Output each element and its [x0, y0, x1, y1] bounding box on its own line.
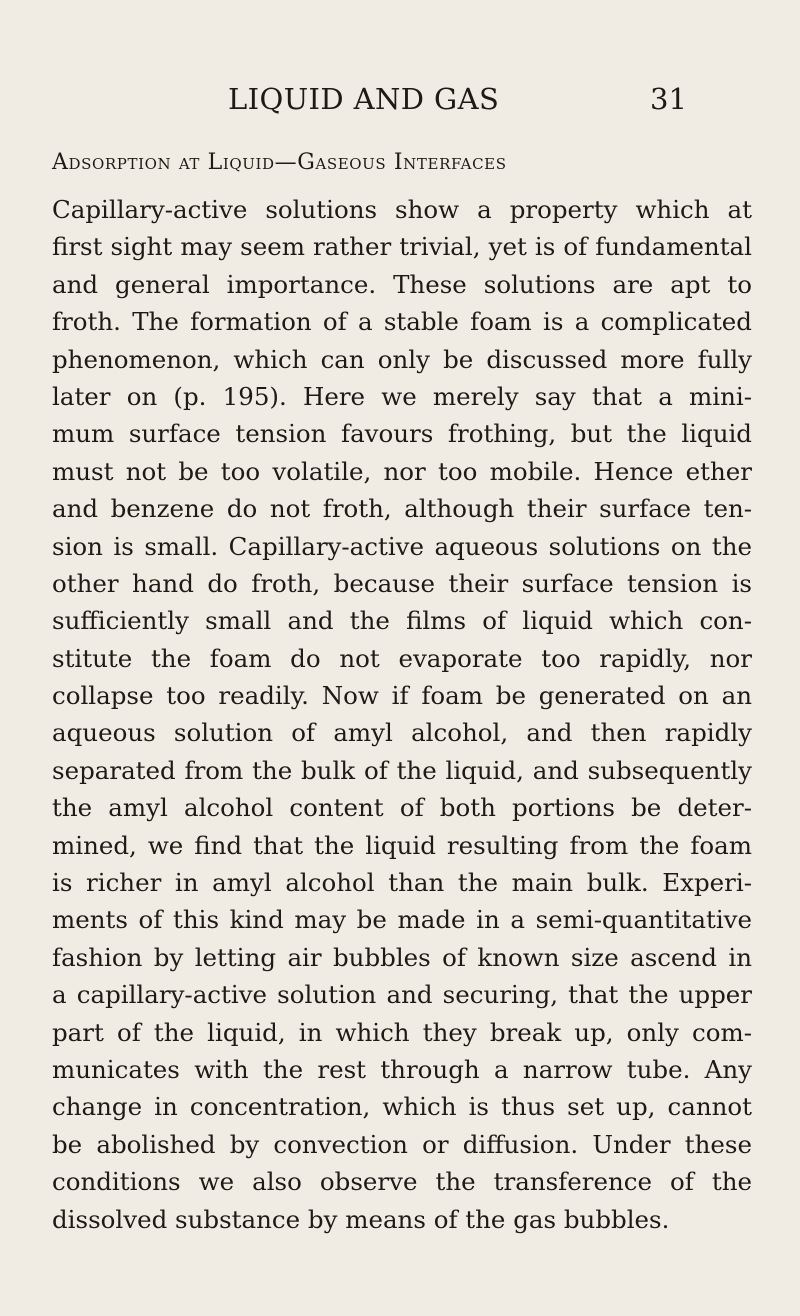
text-line: dissolved substance by means of the gas bubbles. [52, 1204, 670, 1234]
text-line: and benzene do not froth, although their surface ten- [52, 494, 752, 524]
text-line: municates with the rest through a narrow tube. Any [52, 1054, 752, 1084]
page-number: 31 [650, 82, 687, 116]
text-line: be abolished by convection or diffusion. Under these [52, 1129, 752, 1159]
text-line: separated from the bulk of the liquid, and subsequently [52, 755, 752, 785]
text-line: and general importance. These solutions are apt to [52, 269, 752, 299]
text-line: sion is small. Capillary-active aqueous solutions on the [52, 531, 752, 561]
text-line: must not be too volatile, nor too mobile. Hence ether [52, 456, 752, 486]
text-line: later on (p. 195). Here we merely say that a mini- [52, 381, 752, 411]
text-line: change in concentration, which is thus set up, cannot [52, 1092, 752, 1122]
text-line: fashion by letting air bubbles of known size ascend in [52, 942, 752, 972]
text-line: the amyl alcohol content of both portions be deter- [52, 793, 752, 823]
text-line: phenomenon, which can only be discussed more fully [52, 344, 752, 374]
text-line: part of the liquid, in which they break up, only com- [52, 1017, 752, 1047]
section-heading: Adsorption at Liquid—Gaseous Interfaces [52, 150, 507, 175]
text-line: mined, we find that the liquid resulting from the foam [52, 830, 752, 860]
text-line: Capillary-active solutions show a property which at [52, 195, 752, 224]
text-line: aqueous solution of amyl alcohol, and then rapidly [52, 718, 752, 748]
text-line: froth. The formation of a stable foam is a complicated [52, 307, 752, 337]
text-line: mum surface tension favours frothing, but the liquid [52, 419, 752, 449]
text-line: first sight may seem rather trivial, yet is of fundamental [52, 232, 752, 262]
text-line: sufficiently small and the films of liquid which con- [52, 606, 752, 636]
text-line: collapse too readily. Now if foam be generated on an [52, 681, 752, 711]
text-line: a capillary-active solution and securing, that the upper [52, 980, 752, 1010]
text-line: ments of this kind may be made in a semi-quantitative [52, 905, 752, 935]
text-line: stitute the foam do not evaporate too rapidly, nor [52, 643, 752, 673]
running-head-title: LIQUID AND GAS [228, 82, 500, 116]
body-paragraph [52, 191, 752, 1238]
text-line: other hand do froth, because their surface tension is [52, 568, 752, 598]
text-line: is richer in amyl alcohol than the main bulk. Experi- [52, 868, 752, 898]
text-line: conditions we also observe the transference of the [52, 1167, 752, 1197]
